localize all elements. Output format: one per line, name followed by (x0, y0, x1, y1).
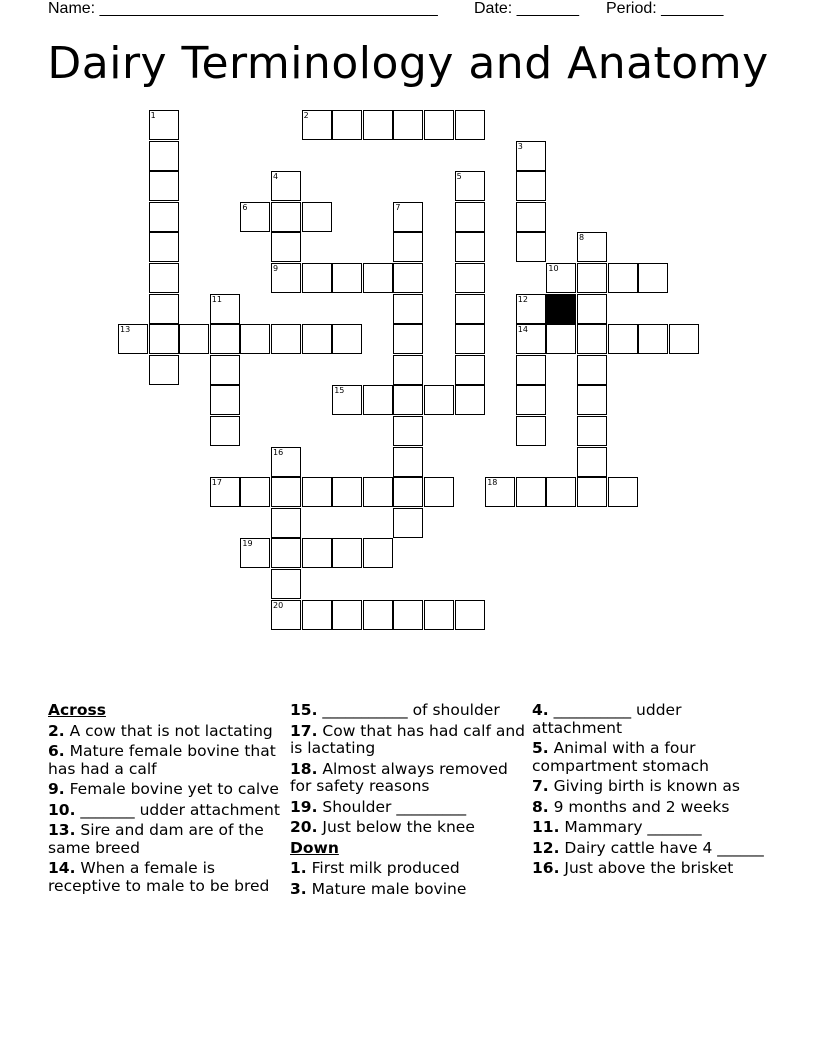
grid-cell[interactable] (455, 385, 485, 415)
clue-number: 3. (290, 879, 307, 898)
grid-cell[interactable] (455, 110, 485, 140)
clue-text: A cow that is not lactating (64, 721, 273, 740)
clue-number: 9 (273, 264, 279, 273)
grid-cell[interactable] (149, 355, 179, 385)
grid-cell[interactable] (363, 385, 393, 415)
grid-cell[interactable] (577, 232, 607, 262)
grid-cell[interactable] (302, 263, 332, 293)
clue (48, 781, 284, 799)
clue-number: 17 (211, 478, 222, 488)
grid-cell[interactable] (271, 477, 301, 507)
grid-cell[interactable] (516, 416, 546, 446)
grid-cell[interactable] (577, 294, 607, 324)
clue-number: 16. (532, 859, 560, 877)
grid-cell[interactable] (302, 538, 332, 568)
grid-cell[interactable] (179, 324, 209, 354)
grid-cell[interactable] (393, 600, 423, 630)
grid-cell[interactable] (608, 477, 638, 507)
clue (290, 881, 526, 899)
clue-text: __________ udder attachment (532, 701, 682, 737)
grid-cell[interactable] (669, 324, 699, 354)
clue-text: Animal with a four compartment stomach (532, 739, 709, 775)
page-title: Dairy Terminology and Anatomy (47, 38, 769, 89)
clues-column-1 (48, 702, 284, 898)
grid-cell[interactable] (455, 263, 485, 293)
clue (290, 819, 526, 837)
grid-cell[interactable] (393, 385, 423, 415)
grid-cell[interactable] (516, 477, 546, 507)
grid-cell[interactable] (638, 324, 668, 354)
grid-cell[interactable] (485, 477, 515, 507)
clue-number: 20. (290, 818, 318, 836)
clue (532, 860, 768, 878)
clue (532, 840, 768, 858)
grid-cell[interactable] (424, 110, 454, 140)
grid-cell[interactable] (240, 538, 270, 568)
grid-cell[interactable] (608, 263, 638, 293)
clue-text: Mature female bovine that has had a calf (48, 742, 276, 778)
grid-cell[interactable] (516, 171, 546, 201)
grid-cell[interactable] (271, 447, 301, 477)
clue-number: 9. (48, 780, 65, 798)
grid-cell[interactable] (393, 477, 423, 507)
grid-cell[interactable] (302, 600, 332, 630)
grid-cell[interactable] (577, 355, 607, 385)
grid-cell[interactable] (332, 538, 362, 568)
clue-number: 11. (532, 818, 560, 836)
clue-number: 1 (150, 111, 156, 120)
grid-cell[interactable] (210, 385, 240, 415)
grid-cell[interactable] (516, 355, 546, 385)
clue (290, 860, 526, 878)
grid-cell[interactable] (210, 355, 240, 385)
clue (532, 740, 768, 775)
grid-cell[interactable] (393, 355, 423, 385)
clue (290, 761, 526, 796)
grid-cell[interactable] (455, 171, 485, 201)
grid-cell[interactable] (271, 569, 301, 599)
grid-cell[interactable] (424, 600, 454, 630)
clue (48, 860, 284, 895)
grid-cell[interactable] (516, 385, 546, 415)
grid-cell[interactable] (363, 263, 393, 293)
clue-text: Just below the knee (317, 818, 475, 836)
clue-number: 12 (517, 294, 528, 304)
grid-cell[interactable] (516, 324, 546, 354)
grid-cell[interactable] (240, 324, 270, 354)
grid-cell[interactable] (516, 232, 546, 262)
clue-number: 2. (48, 721, 65, 740)
clue-number: 5 (456, 172, 462, 182)
clue-text: When a female is receptive to male to be bred (48, 859, 270, 895)
grid-cell[interactable] (149, 294, 179, 324)
grid-cell[interactable] (546, 263, 576, 293)
clue-number: 12. (532, 838, 560, 857)
clue-text: Sire and dam are of the same breed (48, 821, 264, 857)
clue-number: 8 (579, 233, 585, 243)
clue-heading-down: Down (290, 838, 339, 857)
grid-cell[interactable] (393, 447, 423, 477)
clue-number: 17. (290, 721, 318, 740)
grid-cell[interactable] (577, 447, 607, 477)
grid-cell[interactable] (577, 385, 607, 415)
clue-number: 5. (532, 739, 549, 757)
clue-number: 10. (48, 800, 76, 819)
clue (532, 702, 768, 737)
clue-text: Mature male bovine (306, 879, 467, 898)
clue (290, 799, 526, 817)
clue (290, 723, 526, 758)
grid-cell[interactable] (271, 324, 301, 354)
grid-cell[interactable] (455, 324, 485, 354)
grid-cell[interactable] (271, 263, 301, 293)
grid-cell[interactable] (149, 141, 179, 171)
clue-number: 19 (242, 539, 253, 549)
grid-cell[interactable] (393, 324, 423, 354)
clue-text: 9 months and 2 weeks (548, 797, 730, 816)
grid-cell[interactable] (149, 232, 179, 262)
grid-cell[interactable] (363, 110, 393, 140)
clue-number: 1. (290, 859, 307, 877)
clue-number: 16 (273, 447, 284, 457)
clue-text: Shoulder _________ (317, 797, 467, 816)
name-field[interactable]: Name: ______________________________________ (48, 0, 438, 17)
clue-text: Cow that has had calf and is lactating (290, 721, 525, 757)
grid-cell[interactable] (455, 232, 485, 262)
clue (48, 723, 284, 741)
grid-cell[interactable] (149, 263, 179, 293)
grid-cell[interactable] (302, 110, 332, 140)
grid-cell[interactable] (271, 171, 301, 201)
clues-column-2 (290, 702, 526, 901)
clue (532, 819, 768, 837)
grid-cell[interactable] (638, 263, 668, 293)
grid-cell[interactable] (393, 263, 423, 293)
grid-cell[interactable] (210, 294, 240, 324)
grid-cell[interactable] (149, 202, 179, 232)
clue-text: Female bovine yet to calve (64, 780, 279, 798)
clue-text: ___________ of shoulder (317, 701, 500, 719)
date-field[interactable]: Date: _______ (474, 0, 579, 17)
clue-text: Dairy cattle have 4 ______ (559, 838, 764, 857)
grid-cell[interactable] (455, 294, 485, 324)
grid-cell[interactable] (608, 324, 638, 354)
grid-cell[interactable] (363, 538, 393, 568)
clue-number: 4 (273, 172, 279, 182)
grid-cell[interactable] (240, 477, 270, 507)
clue (532, 778, 768, 796)
clue (48, 822, 284, 857)
grid-cell[interactable] (577, 263, 607, 293)
grid-cell[interactable] (271, 600, 301, 630)
clue-number: 4. (532, 701, 549, 719)
grid-cell[interactable] (577, 416, 607, 446)
clue-text: Almost always removed for safety reasons (290, 759, 508, 795)
clue-number: 3 (517, 141, 523, 151)
grid-cell[interactable] (577, 477, 607, 507)
grid-cell[interactable] (332, 263, 362, 293)
grid-cell[interactable] (271, 508, 301, 538)
grid-cell[interactable] (149, 324, 179, 354)
grid-cell[interactable] (210, 477, 240, 507)
grid-cell[interactable] (393, 294, 423, 324)
clue-number: 15 (334, 386, 345, 396)
clues-column-3 (532, 702, 768, 881)
grid-cell[interactable] (424, 385, 454, 415)
clue (290, 702, 526, 720)
grid-cell[interactable] (455, 202, 485, 232)
grid-cell[interactable] (240, 202, 270, 232)
grid-cell[interactable] (302, 202, 332, 232)
grid-cell[interactable] (516, 202, 546, 232)
grid-cell[interactable] (546, 324, 576, 354)
grid-cell[interactable] (149, 171, 179, 201)
clue-text: _______ udder attachment (75, 800, 280, 819)
clue-number: 19. (290, 797, 318, 816)
grid-cell[interactable] (302, 324, 332, 354)
black-cell (546, 294, 576, 324)
clue-number: 11 (211, 294, 222, 304)
grid-cell[interactable] (149, 110, 179, 140)
clue-text: Giving birth is known as (548, 777, 740, 795)
grid-cell[interactable] (363, 600, 393, 630)
clue-text: Just above the brisket (559, 859, 734, 877)
grid-cell[interactable] (332, 324, 362, 354)
grid-cell[interactable] (393, 416, 423, 446)
grid-cell[interactable] (210, 416, 240, 446)
grid-cell[interactable] (302, 477, 332, 507)
grid-cell[interactable] (332, 477, 362, 507)
clue-number: 13 (120, 325, 131, 335)
grid-cell[interactable] (516, 141, 546, 171)
clue-number: 18 (487, 478, 498, 488)
grid-cell[interactable] (210, 324, 240, 354)
clue (48, 802, 284, 820)
grid-cell[interactable] (332, 385, 362, 415)
clue-number: 6 (242, 202, 248, 212)
clue-number: 7. (532, 777, 549, 795)
clue-number: 14 (517, 325, 528, 335)
clue-number: 6. (48, 742, 65, 760)
grid-cell[interactable] (455, 600, 485, 630)
clue-number: 14. (48, 859, 76, 877)
grid-cell[interactable] (271, 202, 301, 232)
clue-number: 10 (548, 264, 559, 273)
grid-cell[interactable] (118, 324, 148, 354)
grid-cell[interactable] (332, 110, 362, 140)
grid-cell[interactable] (332, 600, 362, 630)
grid-cell[interactable] (577, 324, 607, 354)
grid-cell[interactable] (363, 477, 393, 507)
clue-number: 18. (290, 759, 318, 778)
clue-number: 20 (273, 600, 284, 610)
grid-cell[interactable] (271, 232, 301, 262)
clue-text: Mammary _______ (559, 818, 702, 836)
grid-cell[interactable] (546, 477, 576, 507)
clue-number: 7 (395, 202, 401, 212)
grid-cell[interactable] (393, 508, 423, 538)
grid-cell[interactable] (455, 355, 485, 385)
grid-cell[interactable] (393, 232, 423, 262)
grid-cell[interactable] (424, 477, 454, 507)
grid-cell[interactable] (393, 202, 423, 232)
clue (48, 743, 284, 778)
clue (532, 799, 768, 817)
grid-cell[interactable] (516, 294, 546, 324)
clue-text: First milk produced (306, 859, 460, 877)
clue-number: 15. (290, 701, 318, 719)
clue-heading-across: Across (48, 701, 106, 719)
clue-number: 13. (48, 821, 76, 839)
grid-cell[interactable] (393, 110, 423, 140)
grid-cell[interactable] (271, 538, 301, 568)
clue-number: 8. (532, 797, 549, 816)
period-field[interactable]: Period: _______ (606, 0, 724, 17)
clue-number: 2 (303, 111, 309, 120)
